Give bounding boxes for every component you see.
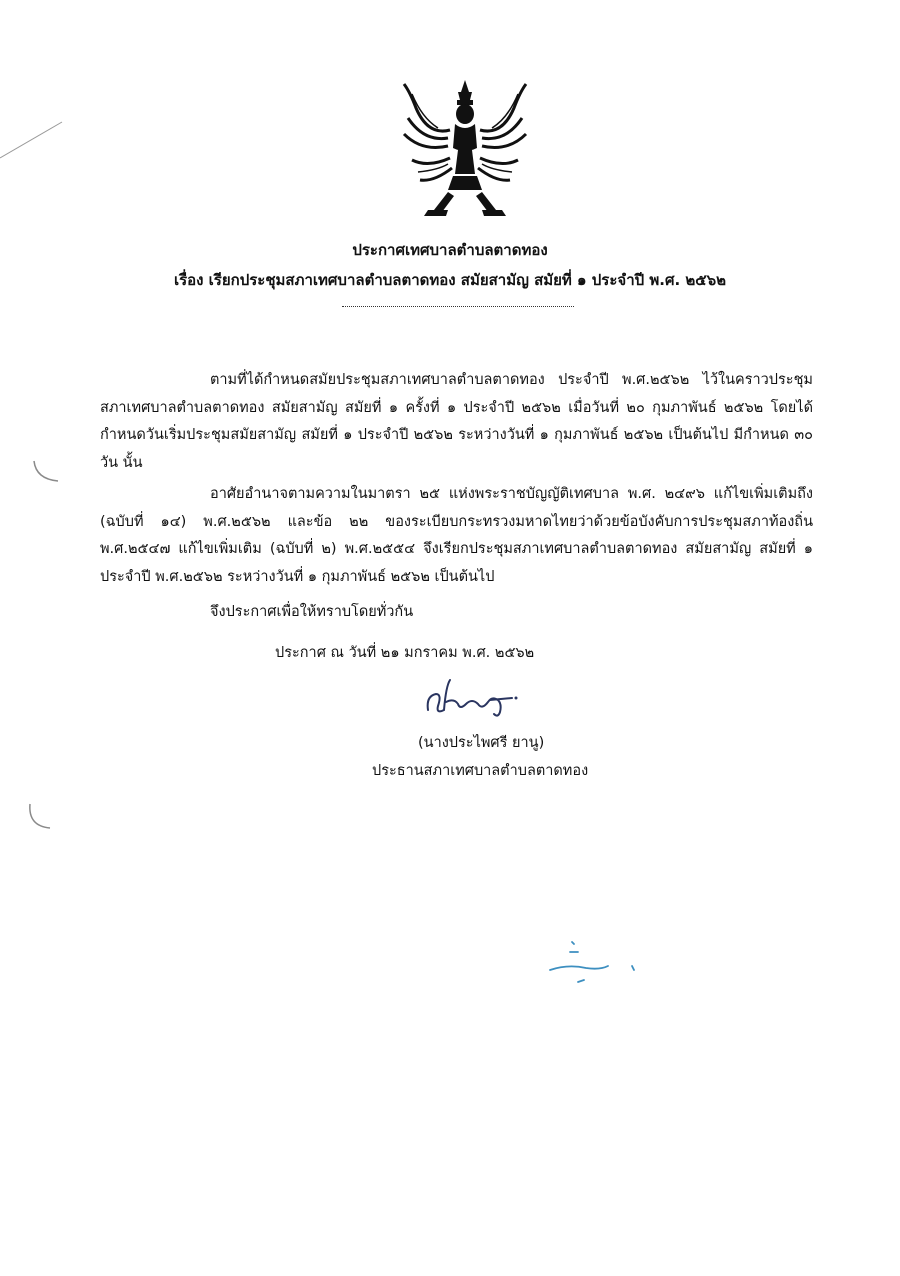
corner-fold-mark [0,120,70,160]
garuda-emblem-icon [398,78,532,224]
handwritten-signature [420,674,530,720]
title-divider [342,306,574,307]
punch-hole-mark [24,800,58,834]
punch-hole-mark [30,455,64,489]
closing-line: จึงประกาศเพื่อให้ทราบโดยทั่วกัน [210,604,414,620]
body-paragraph-1: ตามที่ได้กำหนดสมัยประชุมสภาเทศบาลตำบลตาดทอง ประจำปี พ.ศ.๒๕๖๒ ไว้ในคราวประชุมสภาเทศบาลตำบลตาดทอง สมัยสามัญ สมัยที่ ๑ ครั้งที่ ๑ ประจำปี ๒๕๖๒ เมื่อวันที่ ๒๐ กุมภาพันธ์ ๒๕๖๒ โดยได้กำหนดวันเริ่มประชุมสมัยสามัญ สมัยที่ ๑ ประจำปี ๒๕๖๒ ระหว่างวันที่ ๑ กุมภาพันธ์ ๒๕๖๒ เป็นต้นไป มีกำหนด ๓๐ วัน นั้น [100,372,813,471]
announcement-title: ประกาศเทศบาลตำบลตาดทอง [352,241,548,259]
date-line: ประกาศ ณ วันที่ ๒๑ มกราคม พ.ศ. ๒๕๖๒ [275,645,535,661]
signer-name: (นางประไพศรี ยานู) [418,735,545,751]
body-paragraph-2: อาศัยอำนาจตามความในมาตรา ๒๕ แห่งพระราชบัญญัติเทศบาล พ.ศ. ๒๔๙๖ แก้ไขเพิ่มเติมถึง (ฉบับที่ ๑๔) พ.ศ.๒๕๖๒ และข้อ ๒๒ ของระเบียบกระทรวงมหาดไทยว่าด้วยข้อบังคับการประชุมสภาท้องถิ่น พ.ศ.๒๕๔๗ แก้ไขเพิ่มเติม (ฉบับที่ ๒) พ.ศ.๒๕๕๔ จึงเรียกประชุมสภาเทศบาลตำบลตาดทอง สมัยสามัญ สมัยที่ ๑ ประจำปี พ.ศ.๒๕๖๒ ระหว่างวันที่ ๑ กุมภาพันธ์ ๒๕๖๒ เป็นต้นไป [100,486,813,585]
signer-position: ประธานสภาเทศบาลตำบลตาดทอง [372,763,589,779]
ink-stamp-mark [548,938,648,986]
announcement-subject: เรื่อง เรียกประชุมสภาเทศบาลตำบลตาดทอง สมัยสามัญ สมัยที่ ๑ ประจำปี พ.ศ. ๒๕๖๒ [173,271,727,289]
